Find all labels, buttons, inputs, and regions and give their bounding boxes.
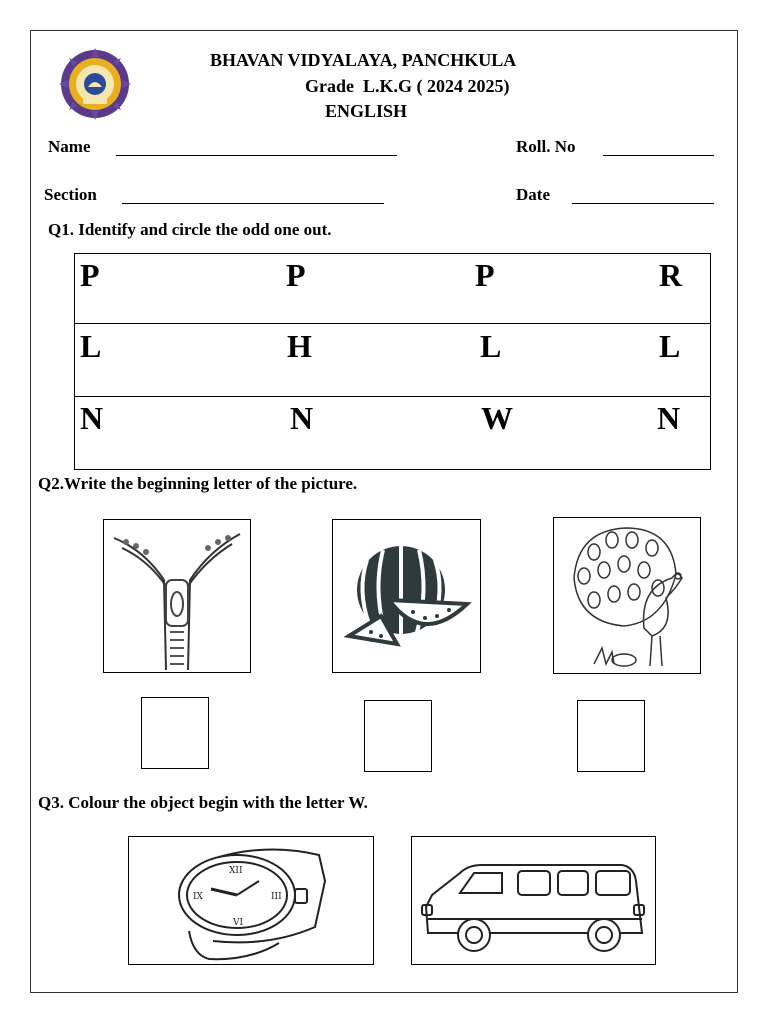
q1-letter[interactable]: L	[480, 328, 502, 364]
svg-text:IX: IX	[193, 892, 203, 902]
section-label: Section	[44, 185, 97, 204]
watermelon-icon	[333, 520, 480, 672]
subject-title: ENGLISH	[325, 101, 408, 121]
van-picture[interactable]	[411, 836, 656, 965]
wristwatch-icon	[129, 837, 373, 964]
svg-text:III: III	[271, 892, 282, 902]
q2-answer-box[interactable]	[364, 700, 432, 772]
q1-letter[interactable]: L	[80, 328, 102, 364]
name-label: Name	[48, 137, 91, 156]
q1-table	[74, 253, 711, 470]
roll-no-field[interactable]	[603, 155, 714, 156]
date-label: Date	[516, 185, 550, 204]
wristwatch-picture[interactable]	[128, 836, 374, 965]
section-field[interactable]	[122, 203, 384, 204]
q1-title: Q1. Identify and circle the odd one out.	[48, 220, 332, 239]
q1-row-divider	[74, 396, 711, 397]
svg-text:VI: VI	[233, 918, 244, 928]
name-field[interactable]	[116, 155, 397, 156]
peacock-picture	[553, 517, 701, 674]
q1-letter[interactable]: R	[659, 257, 683, 293]
q2-answer-box[interactable]	[577, 700, 645, 772]
q1-letter[interactable]: N	[657, 400, 681, 436]
school-logo	[58, 47, 132, 121]
date-field[interactable]	[572, 203, 714, 204]
q1-row-divider	[74, 323, 711, 324]
q1-letter[interactable]: W	[481, 400, 513, 436]
q1-letter[interactable]: P	[475, 257, 495, 293]
zipper-icon	[104, 520, 250, 672]
svg-text:XII: XII	[229, 866, 243, 876]
van-icon	[412, 837, 655, 964]
watermelon-picture	[332, 519, 481, 673]
q1-letter[interactable]: H	[287, 328, 312, 364]
q1-letter[interactable]: N	[290, 400, 314, 436]
q1-letter[interactable]: P	[80, 257, 100, 293]
grade-line: Grade L.K.G ( 2024 2025)	[305, 76, 510, 96]
school-name: BHAVAN VIDYALAYA, PANCHKULA	[210, 50, 517, 70]
q3-title: Q3. Colour the object begin with the letter W.	[38, 793, 368, 812]
zipper-picture	[103, 519, 251, 673]
q2-title: Q2.Write the beginning letter of the picture.	[38, 474, 358, 493]
peacock-icon	[554, 518, 700, 673]
q2-answer-box[interactable]	[141, 697, 209, 769]
roll-no-label: Roll. No	[516, 137, 576, 156]
q1-letter[interactable]: P	[286, 257, 306, 293]
q1-letter[interactable]: N	[80, 400, 104, 436]
q1-letter[interactable]: L	[659, 328, 681, 364]
